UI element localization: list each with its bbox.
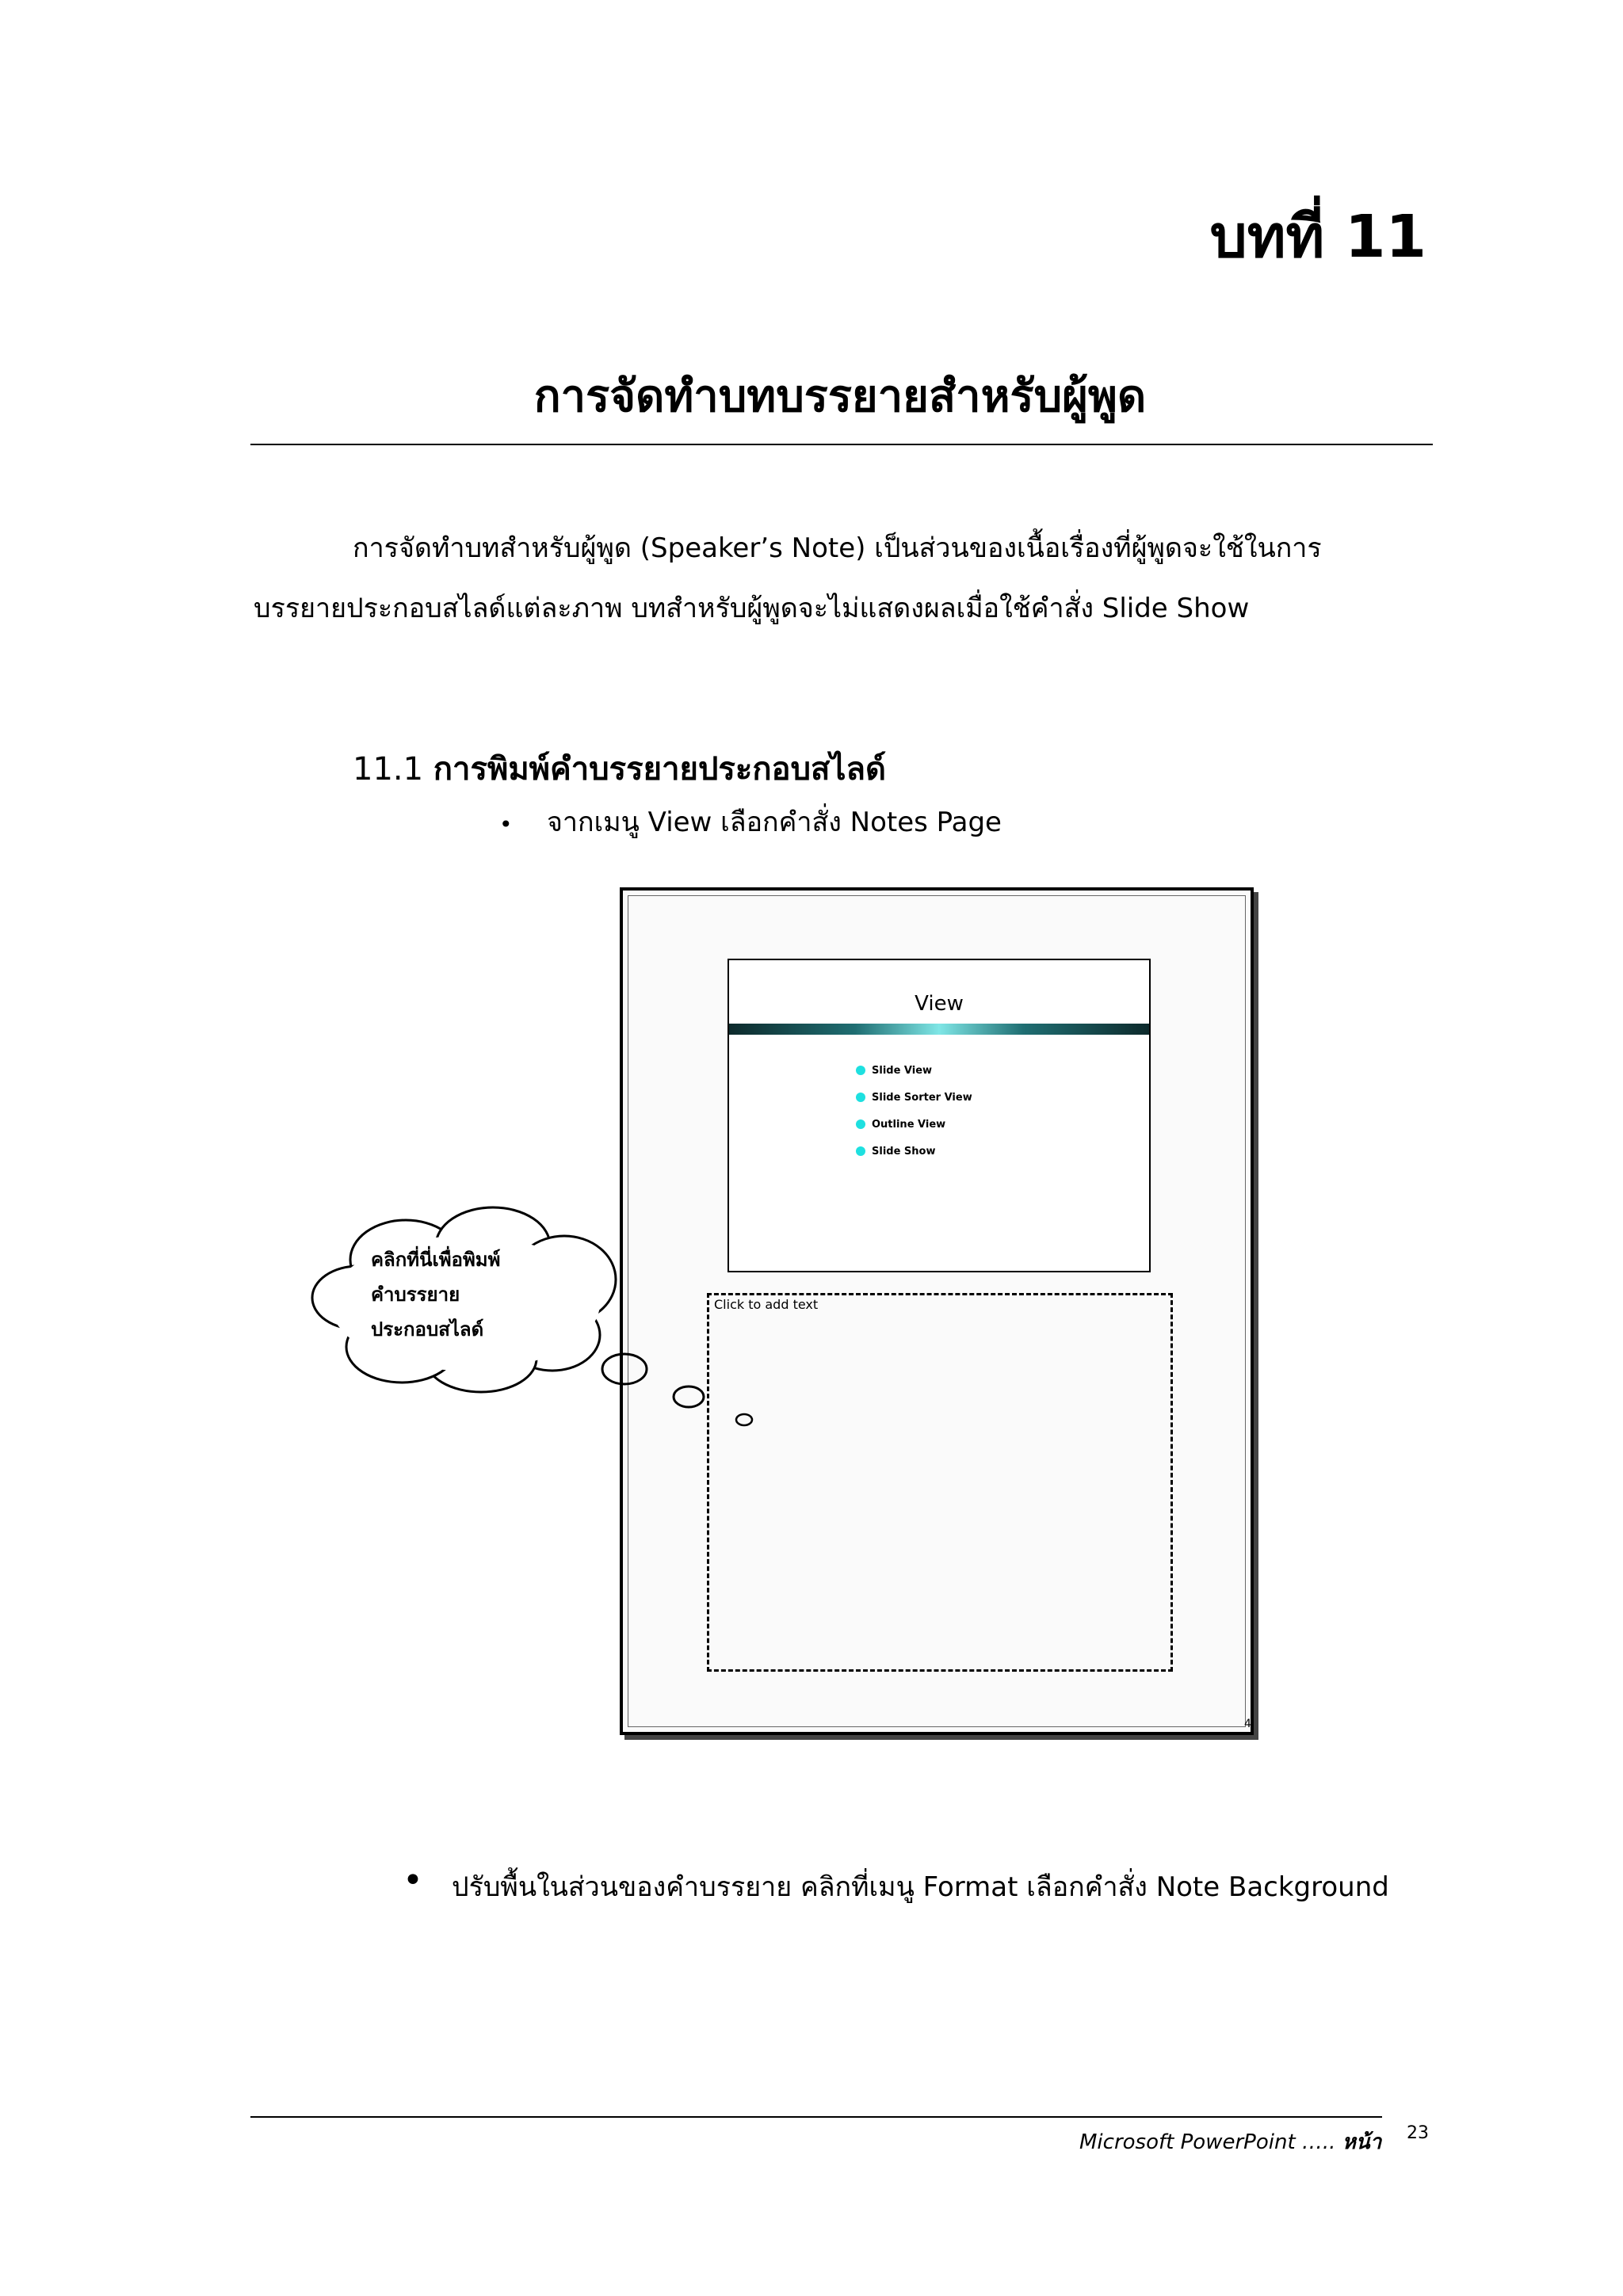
notes-text-placeholder[interactable] [707, 1293, 1173, 1672]
slide-thumbnail[interactable] [727, 959, 1151, 1272]
slide-bullet-list [856, 1057, 972, 1165]
title-divider [250, 444, 1433, 445]
intro-line-2: บรรยายประกอบสไลด์แต่ละภาพ บทสำหรับผู้พูดจะไม่แสดงผลเมื่อใช้คำสั่ง Slide Show [254, 593, 1250, 624]
footer-divider [250, 2116, 1382, 2118]
bullet-dot-icon [856, 1146, 865, 1156]
slide-list-item: Outline View [856, 1111, 972, 1138]
slide-title-bar [729, 1024, 1149, 1035]
intro-line-1: การจัดทำบทสำหรับผู้พูด (Speaker’s Note) เป็นส่วนของเนื้อเรื่องที่ผู้พูดจะใช้ในการ [353, 532, 1322, 564]
callout-text: คลิกที่นี่เพื่อพิมพ์ คำบรรยาย ประกอบสไลด์ [371, 1249, 501, 1341]
page-number: 23 [1407, 2123, 1429, 2143]
section-heading [353, 743, 886, 794]
bullet-dot-icon [856, 1093, 865, 1102]
section-number: 11.1 [353, 751, 424, 788]
main-title: การจัดทำบทบรรยายสำหรับผู้พูด [533, 371, 1147, 422]
step2-text: ปรับพื้นในส่วนของคำบรรยาย คลิกที่เมนู Format เลือกคำสั่ง Note Background [452, 1871, 1389, 1903]
notes-placeholder-text: Click to add text [714, 1297, 819, 1312]
footer-page-word: หน้า [1342, 2130, 1382, 2154]
slide-title: View [915, 992, 964, 1016]
corner-mark: 4 [1244, 1718, 1251, 1730]
footer-text: Microsoft PowerPoint ….. หน้า [1079, 2130, 1382, 2154]
chapter-title: บทที่ 11 [1209, 203, 1426, 271]
section-title: การพิมพ์คำบรรยายประกอบสไลด์ [433, 751, 886, 788]
slide-list-item: Slide Show [856, 1138, 972, 1165]
slide-list-item: Slide View [856, 1057, 972, 1084]
slide-list-item: Slide Sorter View [856, 1084, 972, 1111]
step2-bullet: • [403, 1860, 423, 1901]
bullet-dot-icon [856, 1119, 865, 1129]
bullet-dot-icon [856, 1066, 865, 1075]
step1-text: จากเมนู View เลือกคำสั่ง Notes Page [547, 807, 1002, 838]
step1-bullet: • [499, 811, 513, 837]
